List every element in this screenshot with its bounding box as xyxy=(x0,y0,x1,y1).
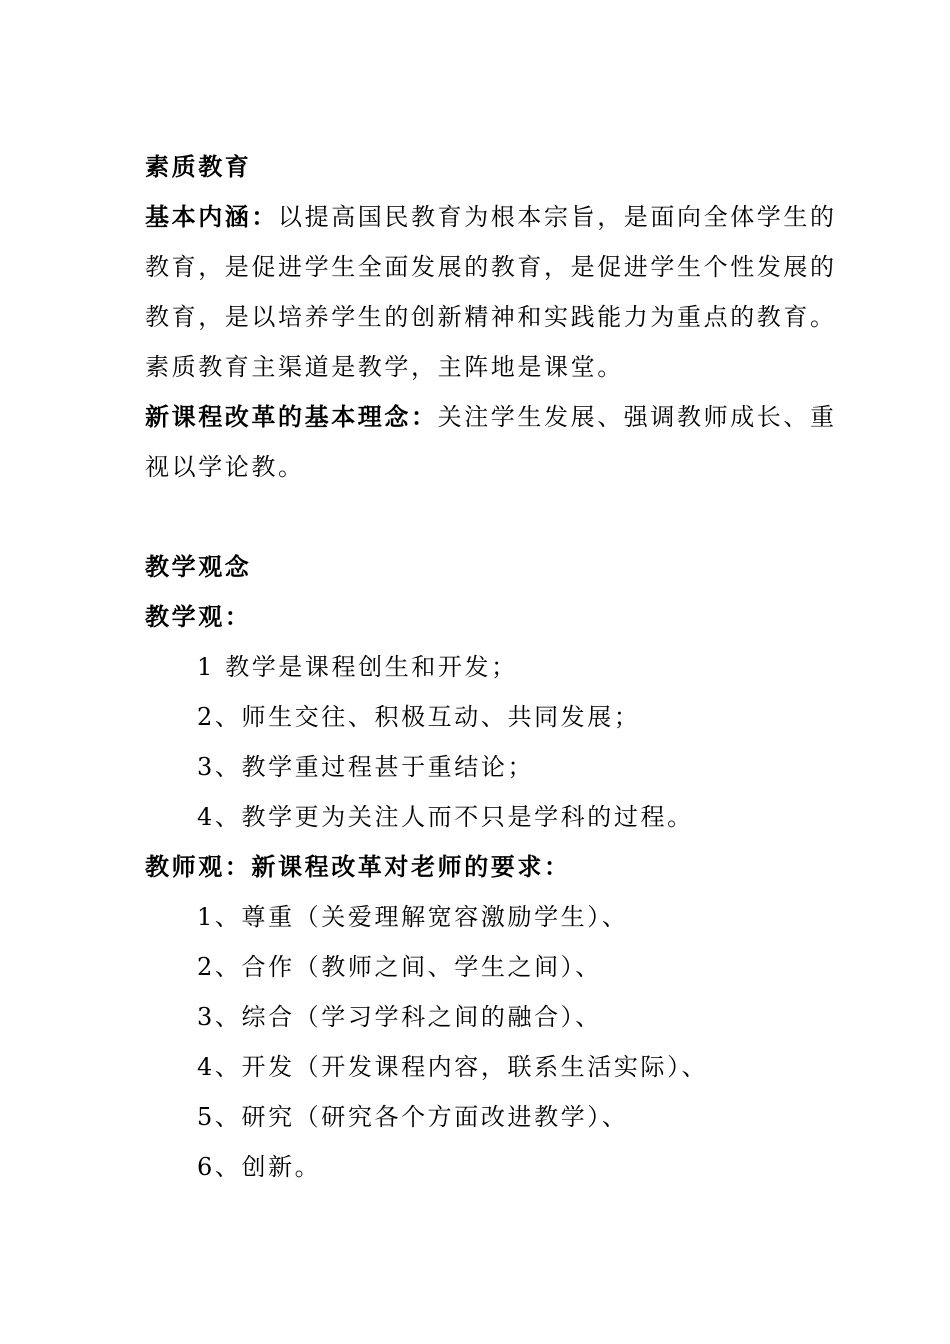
list-item: 2、合作（教师之间、学生之间）、 xyxy=(197,953,602,981)
list-item: 2、师生交往、积极互动、共同发展； xyxy=(197,703,641,731)
reform-label: 新课程改革的基本理念： xyxy=(145,402,438,431)
section-heading-quality-education: 素质教育 xyxy=(145,152,252,181)
reform-paragraph-line-1 xyxy=(145,392,837,442)
connotation-text-4: 素质教育主渠道是教学，主阵地是课堂。 xyxy=(145,353,624,381)
list-item: 6、创新。 xyxy=(197,1153,322,1181)
list-item: 4、开发（开发课程内容，联系生活实际）、 xyxy=(197,1053,709,1081)
list-item: 3、综合（学习学科之间的融合）、 xyxy=(197,1003,602,1031)
list-item: 5、研究（研究各个方面改进教学）、 xyxy=(197,1103,629,1131)
section-heading-teaching-concepts: 教学观念 xyxy=(145,552,252,581)
connotation-label: 基本内涵： xyxy=(145,202,278,231)
list-item: 1、尊重（关爱理解宽容激励学生）、 xyxy=(197,903,629,931)
teacher-view-label: 教师观：新课程改革对老师的要求： xyxy=(145,852,571,881)
connotation-paragraph-line-1 xyxy=(145,192,837,242)
connotation-text-2: 教育，是促进学生全面发展的教育，是促进学生个性发展的 xyxy=(145,253,837,281)
reform-text-1: 关注学生发展、强调教师成长、重 xyxy=(437,403,837,431)
connotation-text-3: 教育，是以培养学生的创新精神和实践能力为重点的教育。 xyxy=(145,303,837,331)
connotation-text-1: 以提高国民教育为根本宗旨，是面向全体学生的 xyxy=(278,203,837,231)
document-page xyxy=(145,142,837,1192)
teaching-view-label: 教学观： xyxy=(145,602,252,631)
list-item: 4、教学更为关注人而不只是学科的过程。 xyxy=(197,803,694,831)
reform-text-2: 视以学论教。 xyxy=(145,453,305,481)
list-item: 3、教学重过程甚于重结论； xyxy=(197,753,535,781)
list-item: 1 教学是课程创生和开发； xyxy=(197,653,518,681)
section-gap xyxy=(145,492,815,542)
